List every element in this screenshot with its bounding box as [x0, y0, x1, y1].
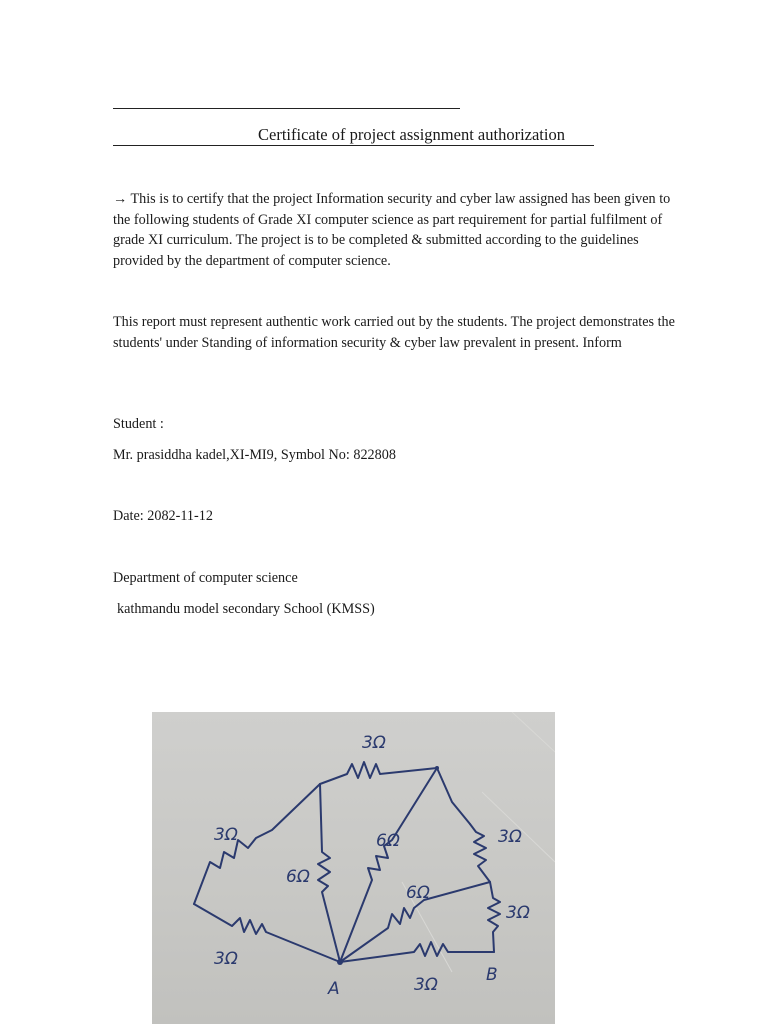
- resistor-right-upper: [470, 824, 490, 882]
- resistor-middle-diagonal: [340, 768, 437, 962]
- certification-text: This is to certify that the project Information security and cyber law assigned has been given to the following students of Grade XI computer science as part requirement for partial fulfilment of grade XI curriculum. The project is to be completed & submitted according to the guidelines provided by the department of computer science.: [113, 191, 671, 269]
- certification-paragraph: [113, 189, 683, 271]
- label-resistor-left-lower: 3Ω: [214, 949, 238, 969]
- top-rule: [113, 108, 460, 109]
- label-resistor-lower-diagonal: 6Ω: [406, 883, 430, 903]
- student-entry: Mr. prasiddha kadel,XI-MI9, Symbol No: 822808: [113, 447, 396, 463]
- label-resistor-middle-diagonal: 6Ω: [376, 831, 400, 851]
- school-line: kathmandu model secondary School (KMSS): [117, 601, 375, 617]
- date-line: Date: 2082-11-12: [113, 508, 213, 524]
- label-resistor-right-upper: 3Ω: [498, 827, 522, 847]
- circuit-diagram-photo: [152, 712, 555, 1024]
- document-title: Certificate of project assignment authorization: [113, 125, 594, 146]
- authenticity-paragraph: This report must represent authentic work carried out by the students. The project demonstrates the students' under Standing of information security & cyber law prevalent in present. Inform: [113, 314, 675, 351]
- label-node-b: B: [486, 965, 498, 985]
- label-resistor-bottom: 3Ω: [414, 975, 438, 995]
- node-top-right-dot: [435, 766, 439, 770]
- label-resistor-right-lower: 3Ω: [506, 903, 530, 923]
- circuit-drawing: [152, 712, 555, 1024]
- resistor-right-lower: [488, 882, 500, 952]
- label-resistor-middle-left: 6Ω: [286, 867, 310, 887]
- resistor-middle-left: [318, 784, 340, 962]
- resistor-top: [320, 762, 437, 784]
- label-resistor-top: 3Ω: [362, 733, 386, 753]
- label-resistor-left-upper: 3Ω: [214, 825, 238, 845]
- arrow-icon: →: [113, 191, 128, 207]
- student-label: Student :: [113, 416, 164, 432]
- department-line: Department of computer science: [113, 570, 298, 586]
- label-node-a: A: [328, 979, 340, 999]
- wire-top-right: [437, 768, 470, 824]
- node-a-dot: [337, 959, 343, 965]
